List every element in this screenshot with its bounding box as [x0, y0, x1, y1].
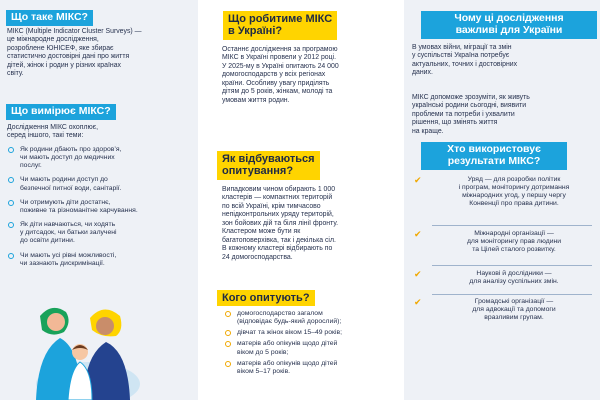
heading-line: результати МІКС? — [447, 154, 541, 167]
circle-bullet-icon — [8, 177, 14, 183]
adult-face-2 — [96, 317, 114, 335]
circle-bullet-icon — [8, 200, 14, 206]
text-line: У 2025-му в Україні опитають 24 000 — [222, 62, 339, 70]
circle-bullet-icon — [225, 311, 231, 317]
text-line: міжнародних угод, у першу чергу — [462, 192, 566, 200]
text-line: послуг. — [20, 162, 42, 170]
measures-intro-text — [7, 124, 195, 141]
list-item — [7, 199, 197, 215]
text-line: дітей, жінок і родин у різних країнах — [7, 61, 121, 69]
text-line: Кластером може бути як — [222, 228, 301, 236]
heading-who-uses-results — [421, 142, 567, 170]
list-item — [224, 310, 402, 326]
text-line: безпечної питної води, санітарії. — [20, 184, 122, 192]
text-line: дівчат та жінок віком 15–49 років; — [237, 329, 342, 337]
text-line: розроблене ЮНІСЕФ, яке збирає — [7, 44, 114, 52]
text-line: домогосподарств у всіх регіонах — [222, 71, 326, 79]
heading-line: Що робитиме МІКС — [228, 13, 333, 25]
heading-line: Хто використовує — [447, 143, 541, 155]
heading-line: Як відбуваються — [222, 153, 315, 165]
text-line: та Цілей сталого розвитку. — [472, 246, 556, 254]
text-line: Дослідження МІКС охоплює, — [7, 124, 99, 131]
list-item — [7, 176, 197, 192]
text-line: зон бойових дій та біля лінії фронту. — [222, 219, 339, 227]
list-item — [414, 298, 596, 322]
text-line: домогосподарство загалом — [237, 310, 323, 317]
text-line: проблеми та потреби і ухвалити — [412, 110, 515, 118]
divider — [432, 225, 592, 226]
text-line: Конвенції про права дитини. — [469, 200, 559, 208]
list-item — [224, 329, 402, 337]
mics-ukraine-text — [222, 46, 402, 105]
heading-line: в Україні? — [228, 25, 283, 38]
why-important-text — [412, 44, 596, 78]
text-line: серед іншого, такі теми: — [7, 132, 84, 140]
text-line: 24 домогосподарства. — [222, 253, 293, 261]
text-line: Наукові й дослідники — — [476, 270, 552, 277]
measures-list — [7, 146, 197, 268]
users-list — [414, 230, 596, 254]
list-item — [414, 270, 596, 286]
text-line: В кожному кластері відбирають по — [222, 245, 333, 253]
mics-intro-text — [7, 28, 195, 79]
text-line: статистично достовірні дані про життя — [7, 53, 130, 61]
list-item — [7, 146, 197, 170]
text-line: МІКС в Україні провели у 2012 році. — [222, 54, 336, 62]
heading-mics-in-ukraine — [223, 11, 337, 40]
how-surveys-text — [222, 186, 402, 262]
check-icon: ✔ — [414, 229, 422, 239]
text-line: Чи мають родини доступ до — [20, 176, 108, 184]
check-icon: ✔ — [414, 269, 422, 279]
text-line: чи зазнають дискримінації. — [20, 259, 105, 267]
text-line: МІКС допоможе зрозуміти, як живуть — [412, 94, 530, 101]
users-list — [414, 176, 596, 209]
text-line: поживне та різноманітне харчування. — [20, 206, 138, 214]
check-icon: ✔ — [414, 297, 422, 307]
text-line: непідконтрольних уряду територій, — [222, 211, 334, 219]
circle-bullet-icon — [225, 361, 231, 367]
list-item — [414, 176, 596, 209]
circle-bullet-icon — [8, 147, 14, 153]
text-line: світу. — [7, 70, 24, 78]
text-line: до освіти дитини. — [20, 237, 75, 245]
text-line: вразливим групам. — [484, 314, 544, 322]
family-illustration — [30, 298, 140, 400]
text-line: країни. Особливу увагу приділять — [222, 79, 330, 87]
list-item — [224, 360, 402, 376]
text-line: рішення, що змінять життя — [412, 119, 498, 127]
list-item — [7, 252, 197, 268]
text-line: дітям до 5 років, жінкам, молоді та — [222, 88, 333, 96]
text-line: це міжнародне дослідження, — [7, 36, 99, 44]
text-line: Уряд — для розробки політик — [467, 176, 561, 183]
surveyed-list — [224, 310, 402, 376]
heading-line: Чому ці дослідження — [454, 12, 564, 24]
text-line: у дитсадок, чи батьки залучені — [20, 229, 117, 237]
text-line: Останнє дослідження за програмою — [222, 46, 338, 53]
text-line: для моніторингу прав людини — [466, 238, 562, 246]
text-line: матерів або опікунів щодо дітей — [237, 340, 338, 348]
text-line: В умовах війни, міграції та змін — [412, 44, 512, 51]
circle-bullet-icon — [225, 341, 231, 347]
text-line: (відповідає будь-який дорослий); — [237, 318, 342, 326]
text-line: актуальних, точних і достовірних — [412, 60, 518, 68]
users-list — [414, 298, 596, 322]
text-line: Чи мають усі рівні можливості, — [20, 251, 117, 259]
divider — [432, 294, 592, 295]
heading-what-is-mics: Що таке МІКС? — [6, 10, 93, 26]
text-line: українські родини сьогодні, виявити — [412, 102, 527, 110]
text-line: по всій Україні, крім тимчасово — [222, 202, 321, 210]
text-line: віком до 5 років; — [237, 348, 289, 356]
text-line: Міжнародні організації — — [474, 230, 554, 237]
circle-bullet-icon — [8, 222, 14, 228]
text-line: умовам життя родин. — [222, 96, 290, 104]
text-line: для адвокації та допомоги — [472, 306, 556, 314]
heading-how-surveys-work — [217, 151, 320, 180]
text-line: Чи отримують діти достатнє, — [20, 198, 111, 206]
text-line: Випадковим чином обирають 1 000 — [222, 186, 336, 193]
text-line: даних. — [412, 69, 433, 77]
heading-line: опитування? — [222, 165, 294, 178]
adult-face — [47, 313, 65, 331]
text-line: на краще. — [412, 127, 444, 135]
text-line: у суспільстві Україна потребує — [412, 52, 510, 60]
text-line: для аналізу суспільних змін. — [469, 278, 559, 286]
heading-what-mics-measures: Що вимірює МІКС? — [6, 104, 116, 120]
text-line: Як родини дбають про здоров’я, — [20, 146, 122, 153]
text-line: чи мають доступ до медичних — [20, 154, 115, 162]
heading-why-important — [421, 11, 597, 39]
text-line: МІКС (Multiple Indicator Cluster Surveys) — — [7, 28, 142, 35]
mics-helps-text — [412, 94, 596, 136]
users-list — [414, 270, 596, 286]
heading-line: важливі для України — [455, 23, 563, 36]
check-icon: ✔ — [414, 175, 422, 185]
text-line: кластерів — компактних територій — [222, 194, 333, 202]
text-line: багатоповерхівка, так і декілька сіл. — [222, 236, 336, 244]
text-line: і програм, моніторингу дотримання — [458, 184, 570, 192]
list-item — [7, 221, 197, 245]
circle-bullet-icon — [225, 330, 231, 336]
heading-who-is-surveyed: Кого опитують? — [217, 290, 315, 306]
list-item — [414, 230, 596, 254]
text-line: матерів або опікунів щодо дітей — [237, 359, 338, 367]
list-item — [224, 340, 402, 356]
divider — [432, 265, 592, 266]
text-line: Громадські організації — — [474, 298, 554, 305]
text-line: віком 5–17 років. — [237, 367, 291, 375]
text-line: Як діти навчаються, чи ходять — [20, 221, 116, 229]
circle-bullet-icon — [8, 253, 14, 259]
